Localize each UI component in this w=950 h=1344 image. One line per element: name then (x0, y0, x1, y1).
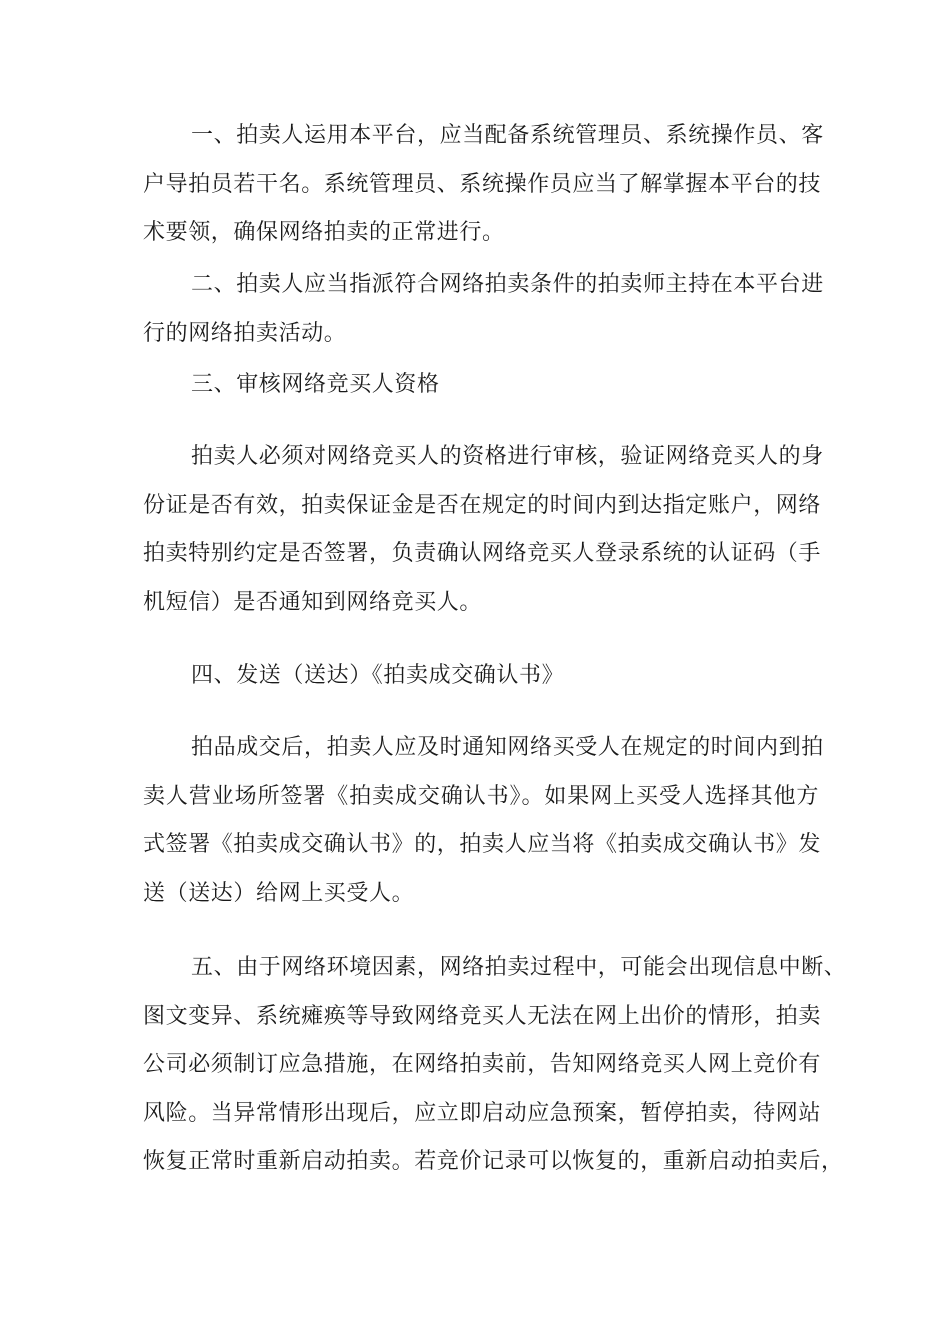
paragraph-line: 五、由于网络环境因素，网络拍卖过程中，可能会出现信息中断、 (191, 955, 847, 980)
section-heading: 四、发送（送达）《拍卖成交确认书》 (191, 663, 565, 688)
paragraph-3 (143, 433, 824, 627)
paragraph-line: 拍品成交后，拍卖人应及时通知网络买受人在规定的时间内到拍 (191, 735, 824, 760)
section-heading-4 (143, 652, 819, 701)
paragraph-line: 术要领，确保网络拍卖的正常进行。 (143, 220, 505, 245)
paragraph-line: 图文变异、系统瘫痪等导致网络竞买人无法在网上出价的情形，拍卖 (143, 1003, 822, 1029)
paragraph-line: 机短信）是否通知到网络竞买人。 (143, 589, 483, 615)
paragraph-4 (143, 724, 824, 918)
paragraph-line: 拍卖人必须对网络竞买人的资格进行审核，验证网络竞买人的身 (191, 444, 824, 469)
paragraph-line: 二、拍卖人应当指派符合网络拍卖条件的拍卖师主持在本平台进 (191, 272, 824, 297)
paragraph-line: 恢复正常时重新启动拍卖。若竞价记录可以恢复的，重新启动拍卖后， (143, 1149, 844, 1174)
section-heading: 三、审核网络竞买人资格 (191, 372, 440, 397)
paragraph-line: 一、拍卖人运用本平台，应当配备系统管理员、系统操作员、客 (191, 123, 824, 148)
paragraph-line: 户导拍员若干名。系统管理员、系统操作员应当了解掌握本平台的技 (143, 171, 822, 197)
paragraph-line: 风险。当异常情形出现后，应立即启动应急预案，暂停拍卖，待网站 (143, 1100, 822, 1126)
section-heading-3 (143, 361, 819, 410)
paragraph-line: 式签署《拍卖成交确认书》的，拍卖人应当将《拍卖成交确认书》发 (143, 832, 822, 857)
paragraph-line: 送（送达）给网上买受人。 (143, 880, 415, 906)
paragraph-line: 卖人营业场所签署《拍卖成交确认书》。如果网上买受人选择其他方 (143, 783, 819, 809)
paragraph-line: 公司必须制订应急措施，在网络拍卖前，告知网络竞买人网上竞价有 (143, 1052, 822, 1077)
paragraph-5 (143, 944, 847, 1187)
paragraph-1 (143, 112, 824, 258)
paragraph-line: 行的网络拍卖活动。 (143, 320, 347, 346)
paragraph-2 (143, 261, 824, 358)
paragraph-line: 份证是否有效，拍卖保证金是否在规定的时间内到达指定账户，网络 (143, 492, 822, 518)
paragraph-line: 拍卖特别约定是否签署，负责确认网络竞买人登录系统的认证码（手 (143, 541, 822, 566)
